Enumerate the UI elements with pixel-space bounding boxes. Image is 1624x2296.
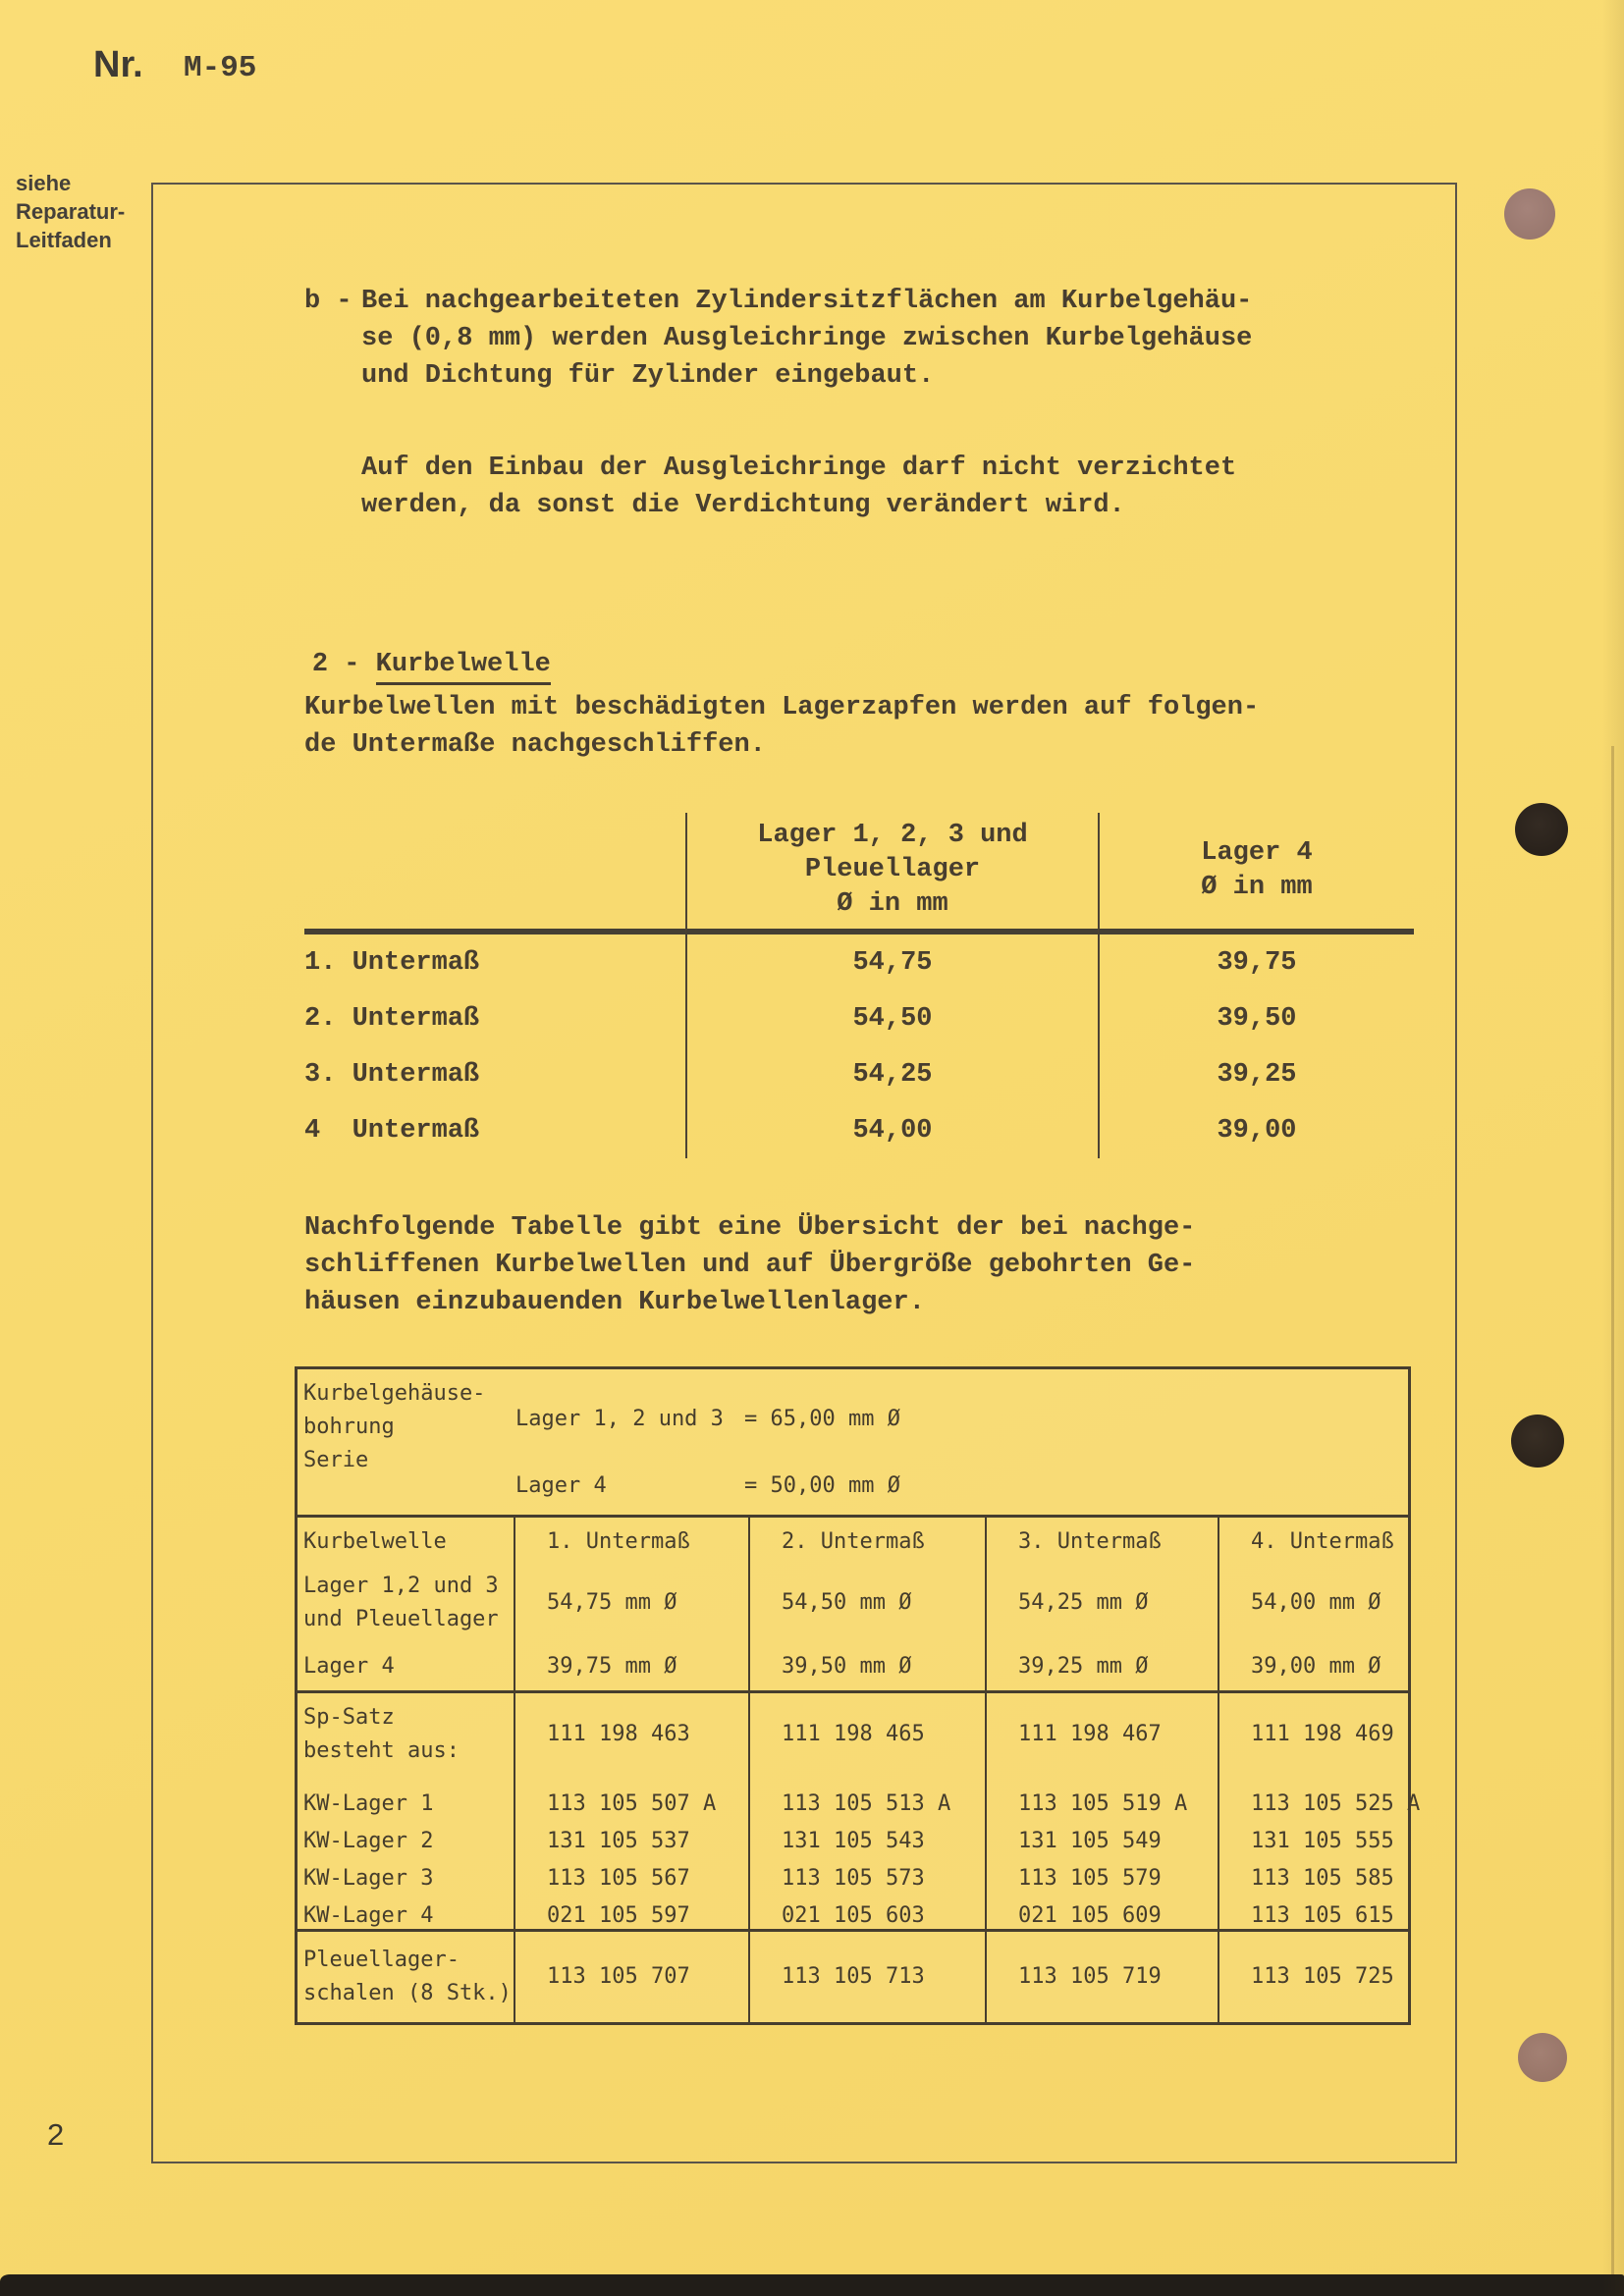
part-number-cell: 113 105 567 [547,1866,690,1891]
header-line: Pleuellager [804,855,981,884]
part-number-cell: 113 105 513 A [782,1791,951,1816]
row-label-line: schalen (8 Stk.) [303,1981,512,2005]
table-cell: 39,75 [1098,934,1414,990]
row-label-line: KW-Lager 1 [303,1791,434,1816]
part-number-cell: 021 105 609 [1018,1903,1162,1928]
row-label-line: KW-Lager 2 [303,1829,434,1853]
punch-hole [1515,803,1568,856]
table-row-label: 3. Untermaß [304,1059,480,1090]
undersize-table [304,813,1414,1158]
serie-label-line: Kurbelgehäuse- [303,1381,486,1406]
column-header: 2. Untermaß [748,1518,985,1563]
header-line: Lager 1, 2, 3 und [757,821,1028,850]
page-number: 2 [47,2117,65,2152]
margin-note [16,169,125,254]
paragraph-line: häusen einzubauenden Kurbelwellenlager. [304,1288,925,1317]
table-cell: 54,50 [685,990,1098,1046]
intro-paragraph [304,689,1259,764]
table-header-cell-bearing123 [685,813,1098,934]
paragraph-line: Bei nachgearbeiteten Zylindersitzflächen am Kurbelgehäu- [361,287,1253,316]
table-cell: 54,25 mm Ø [985,1563,1218,1643]
margin-note-line: Reparatur- [16,199,126,224]
paragraph-line: schliffenen Kurbelwellen und auf Übergröße gebohrten Ge- [304,1251,1196,1280]
row-label [298,1932,514,2022]
part-number-cell: 113 105 725 [1218,1932,1408,2022]
table-header-cell-empty [304,813,685,934]
binding-strip [0,2274,1624,2296]
table-cell: 54,75 mm Ø [514,1563,748,1643]
kw-labels [298,1776,514,1929]
row-label-line: Sp-Satz [303,1705,395,1730]
table-cell: 54,50 mm Ø [748,1563,985,1643]
part-number-cell: 111 198 463 [514,1693,748,1776]
part-number-cell: 131 105 543 [782,1829,925,1853]
part-number-cell: 111 198 469 [1218,1693,1408,1776]
paper-edge-line [1611,746,1614,2296]
part-number-cell: 113 105 585 [1251,1866,1394,1891]
header-line: Lager 4 [1201,838,1313,868]
serie-row-name: Lager 4 [515,1473,607,1498]
paragraph-line: und Dichtung für Zylinder eingebaut. [361,361,935,391]
table-cell: 39,00 [1098,1102,1414,1158]
bearing-size-section [298,1515,1408,1690]
note-paragraph [361,450,1236,524]
kw-values [748,1776,985,1929]
serie-row-name: Lager 1, 2 und 3 [515,1407,724,1431]
part-number-cell: 113 105 519 A [1018,1791,1188,1816]
paragraph-line: de Untermaße nachgeschliffen. [304,730,766,760]
section-title: Kurbelwelle [376,650,551,685]
overview-paragraph [304,1209,1195,1321]
table-cell: 54,75 [685,934,1098,990]
serie-row-value: = 50,00 mm Ø [744,1473,900,1498]
table-cell: 39,25 mm Ø [985,1643,1218,1690]
row-label-line: und Pleuellager [303,1607,499,1631]
part-number-cell: 111 198 465 [748,1693,985,1776]
part-number-cell: 113 105 615 [1251,1903,1394,1928]
punch-hole [1518,2033,1567,2082]
pleuel-section [298,1929,1408,2022]
doc-number: M-95 [184,51,257,85]
part-number-cell: 113 105 507 A [547,1791,717,1816]
kw-values [514,1776,748,1929]
doc-number-label: Nr. [93,44,143,85]
part-number-cell: 131 105 555 [1251,1829,1394,1853]
table-row-label: 2. Untermaß [304,1003,480,1034]
column-header: 1. Untermaß [514,1518,748,1563]
paragraph-line: werden, da sonst die Verdichtung verändert wird. [361,491,1125,520]
kw-values [1218,1776,1421,1929]
punch-hole [1511,1415,1564,1468]
table-cell: 39,00 mm Ø [1218,1643,1408,1690]
header-line: Ø in mm [837,889,948,919]
table-cell: 39,50 mm Ø [748,1643,985,1690]
kw-values [985,1776,1218,1929]
column-header: 4. Untermaß [1218,1518,1408,1563]
serie-section [298,1369,1408,1515]
parts-table [295,1366,1421,2025]
table-cell: 54,25 [685,1046,1098,1102]
header-line: Ø in mm [1201,873,1313,902]
row-label [298,1693,514,1776]
row-label-line: Pleuellager- [303,1948,460,1972]
table-cell: 39,75 mm Ø [514,1643,748,1690]
part-number-cell: 113 105 525 A [1251,1791,1421,1816]
paragraph-line: Nachfolgende Tabelle gibt eine Übersicht der bei nachge- [304,1213,1196,1243]
column-header: Kurbelwelle [303,1529,447,1554]
spare-set-section [298,1690,1421,1929]
part-number-cell: 113 105 713 [748,1932,985,2022]
part-number-cell: 113 105 707 [514,1932,748,2022]
column-header: 3. Untermaß [985,1518,1218,1563]
part-number-cell: 131 105 549 [1018,1829,1162,1853]
part-number-cell: 113 105 579 [1018,1866,1162,1891]
part-number-cell: 021 105 603 [782,1903,925,1928]
table-cell: 54,00 mm Ø [1218,1563,1408,1643]
part-number-cell: 113 105 573 [782,1866,925,1891]
table-cell: 39,25 [1098,1046,1414,1102]
table-header-cell-bearing4 [1098,813,1414,934]
row-label: Lager 4 [303,1654,395,1679]
punch-hole [1504,188,1555,240]
part-number-cell: 113 105 719 [985,1932,1218,2022]
list-item-b [361,283,1252,395]
serie-label-line: Serie [303,1448,369,1472]
table-cell: 54,00 [685,1102,1098,1158]
row-label-line: KW-Lager 4 [303,1903,434,1928]
margin-note-line: Leitfaden [16,228,112,252]
list-item-b-label: b - [304,287,352,316]
serie-row-value: = 65,00 mm Ø [744,1407,900,1431]
part-number-cell: 111 198 467 [985,1693,1218,1776]
serie-label-line: bohrung [303,1415,395,1439]
part-number-cell: 021 105 597 [547,1903,690,1928]
paragraph-line: se (0,8 mm) werden Ausgleichringe zwischen Kurbelgehäuse [361,324,1253,353]
row-label [298,1563,514,1643]
section-number: 2 - [311,650,360,679]
row-label-line: KW-Lager 3 [303,1866,434,1891]
part-number-cell: 131 105 537 [547,1829,690,1853]
table-cell: 39,50 [1098,990,1414,1046]
margin-note-line: siehe [16,171,72,195]
table-row-label: 4 Untermaß [304,1115,480,1146]
table-row-label: 1. Untermaß [304,947,480,978]
paragraph-line: Auf den Einbau der Ausgleichringe darf nicht verzichtet [361,454,1237,483]
row-label-line: Lager 1,2 und 3 [303,1574,499,1598]
row-label-line: besteht aus: [303,1738,460,1763]
paragraph-line: Kurbelwellen mit beschädigten Lagerzapfen werden auf folgen- [304,693,1260,722]
serie-label [303,1377,485,1477]
